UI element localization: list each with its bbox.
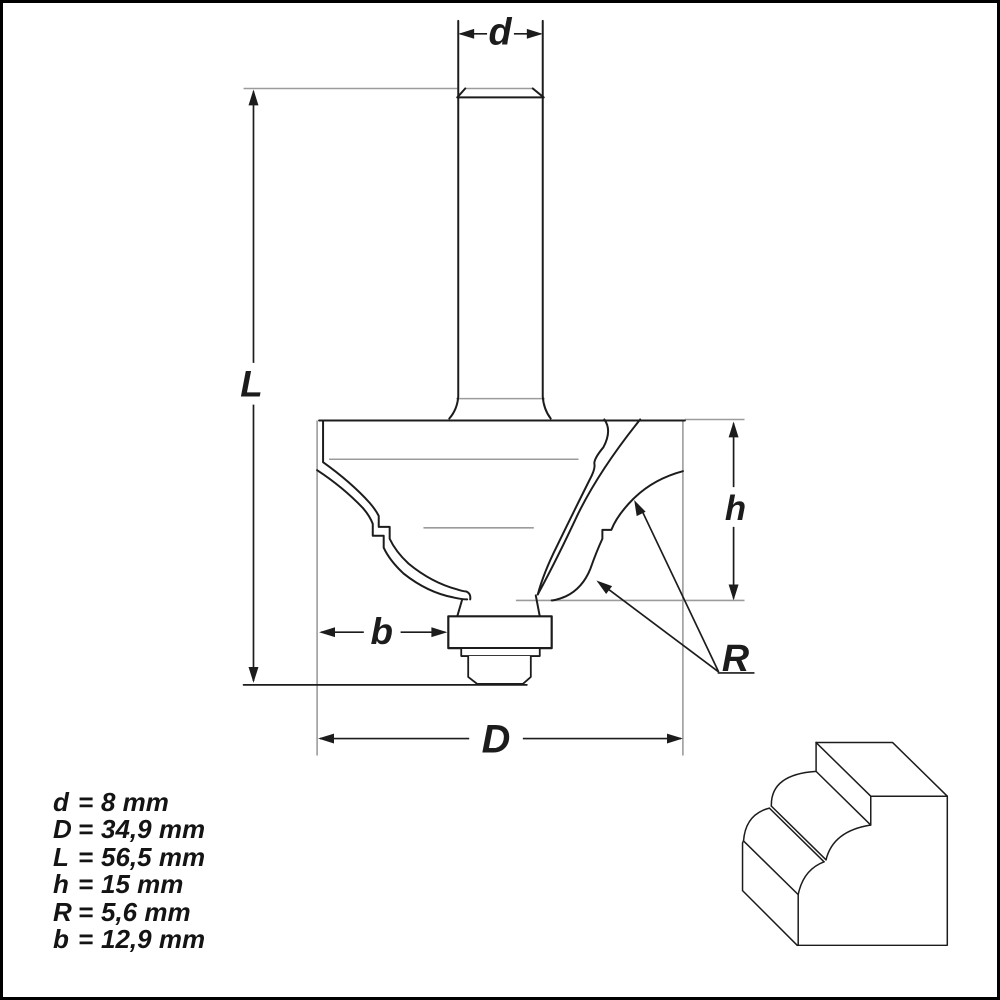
spec-equals: = (78, 869, 94, 900)
arrowhead-b-left (319, 627, 335, 637)
spec-value: 5,6 mm (101, 896, 191, 927)
arrowhead-d-left (458, 29, 474, 39)
bit-outline (244, 21, 685, 685)
block-far-cove (798, 862, 824, 895)
spec-label: D (53, 814, 72, 845)
block-near-end-face (743, 841, 798, 945)
shank-chamfer (457, 88, 543, 97)
block-step-extrusion (816, 771, 871, 825)
arrowhead-h-top (729, 421, 739, 437)
spec-row-R (53, 896, 205, 927)
specs-list (53, 789, 205, 953)
spec-row-d (53, 789, 205, 816)
block-top-face-edge (871, 796, 948, 825)
block-far-bead (826, 825, 871, 860)
shank-right-edge (543, 21, 551, 419)
spec-row-L (53, 841, 206, 872)
spec-label: h (53, 869, 69, 900)
flute-edge-left (538, 419, 608, 594)
spec-value: 34,9 mm (101, 814, 206, 845)
spec-equals: = (78, 787, 94, 817)
label-h: h (724, 489, 747, 528)
left-cutting-edge-outer (317, 470, 467, 599)
arrowhead-D-left (318, 734, 334, 744)
bearing-screw (468, 656, 531, 684)
arrowhead-d-right (527, 29, 543, 39)
arrowhead-b-right (431, 627, 447, 637)
label-D: D (481, 717, 511, 762)
label-r: R (721, 637, 750, 680)
label-b: b (370, 611, 393, 653)
block-fillet-extrusion-a (771, 806, 826, 860)
spec-value: 8 mm (101, 787, 169, 817)
spec-equals: = (78, 896, 94, 927)
profile-sample-block (743, 743, 948, 946)
arrowhead-l-bottom (249, 667, 259, 683)
pilot-bearing (448, 616, 551, 648)
arrowhead-l-top (249, 89, 259, 105)
block-silhouette (797, 743, 947, 946)
block-near-cove (744, 808, 770, 841)
arrowhead-h-bottom (729, 584, 739, 600)
block-near-step-and-bead (771, 743, 816, 807)
block-extrusion-top (816, 743, 871, 797)
arrowhead-D-right (667, 734, 683, 744)
spec-row-b (53, 923, 206, 954)
spec-label: R (53, 896, 72, 927)
arrowhead-r-lower (596, 581, 612, 595)
spec-equals: = (78, 923, 94, 954)
spec-label: d (53, 787, 69, 817)
block-fillet-extrusion-b (769, 808, 824, 862)
spec-label: L (53, 841, 69, 872)
block-cove-extrusion (744, 841, 799, 895)
left-cutting-edge-inner (323, 421, 470, 599)
spec-row-D (53, 816, 205, 843)
pilot-bearing-assembly (448, 616, 551, 684)
spec-value: 56,5 mm (101, 841, 206, 872)
spec-value: 15 mm (101, 869, 184, 900)
label-d: d (488, 11, 512, 54)
spec-row-h (53, 871, 205, 898)
right-wing-profile (552, 471, 683, 600)
leader-line-r-upper (641, 509, 719, 672)
label-l: L (240, 363, 263, 405)
spec-value: 12,9 mm (101, 923, 206, 954)
shank-left-edge (449, 21, 458, 419)
bearing-washer (461, 648, 540, 656)
spec-equals: = (78, 814, 94, 845)
spec-equals: = (78, 841, 94, 872)
spec-label: b (53, 923, 69, 954)
